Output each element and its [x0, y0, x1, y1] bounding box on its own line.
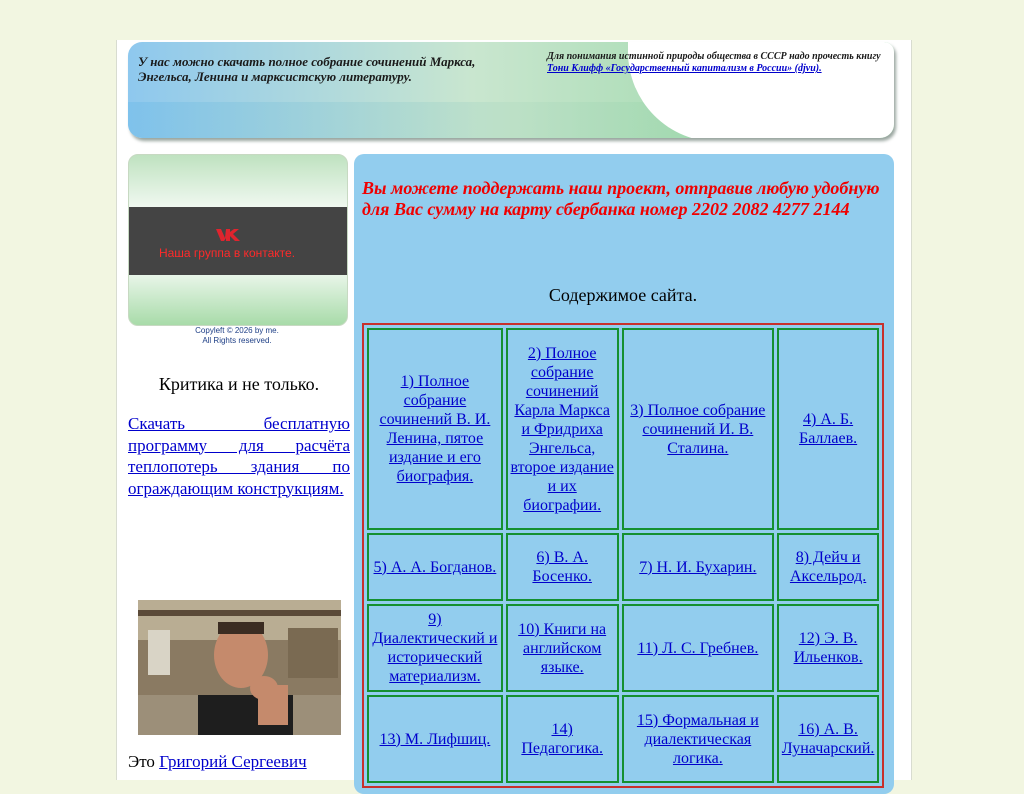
vk-logo-svg [215, 227, 241, 243]
table-cell [506, 695, 619, 783]
download-program-block [128, 413, 350, 499]
header-intro-text: У нас можно скачать полное собрание сочинений Маркса, Энгельса, Ленина и марксистскую литературу. [138, 54, 476, 84]
table-cell [367, 695, 503, 783]
header-book-note [547, 51, 897, 75]
table-cell [367, 533, 503, 601]
toc-link-lunacharsky[interactable]: 16) А. В. Луначарский. [781, 721, 875, 757]
table-cell [777, 604, 879, 692]
toc-link-lifshits[interactable]: 13) М. Лифшиц. [379, 730, 491, 748]
author-bio [128, 752, 350, 772]
toc-link-logic[interactable]: 15) Формальная и диалектическая логика. [636, 711, 759, 767]
toc-link-lenin[interactable]: 1) Полное собрание сочинений В. И. Ленина, пятое издание и его биография. [379, 373, 491, 485]
table-row [367, 695, 879, 783]
header-book-text: Для понимания истинной природы общества в СССР надо прочесть книгу [547, 51, 881, 62]
donation-message: Вы можете поддержать наш проект, отправив любую удобную для Вас сумму на карту сбербанка номер 2202 2082 4277 2144 [362, 178, 880, 219]
table-cell [506, 328, 619, 530]
designed-by: Designed by me. [818, 116, 882, 125]
copyleft-line: Copyleft © 2026 by me. [195, 326, 279, 335]
toc-link-stalin[interactable]: 3) Полное собрание сочинений И. В. Сталина. [630, 401, 766, 457]
rights-line: All Rights reserved. [202, 336, 272, 345]
toc-link-diamat[interactable]: 9) Диалектический и исторический материализм. [372, 611, 498, 685]
bio-prefix: Это [128, 752, 155, 771]
toc-link-marx-engels[interactable]: 2) Полное собрание сочинений Карла Маркса и Фридриха Энгельса, второе издание и их биографии. [510, 344, 614, 514]
vk-group-label[interactable]: Наша группа в контакте. [158, 246, 296, 260]
toc-link-ballaev[interactable]: 4) А. Б. Баллаев. [799, 411, 858, 447]
toc-link-english-books[interactable]: 10) Книги на английском языке. [518, 620, 607, 676]
table-row [367, 533, 879, 601]
table-row [367, 328, 879, 530]
table-row [367, 604, 879, 692]
toc-link-bosenko[interactable]: 6) В. А. Босенко. [532, 549, 592, 585]
toc-link-ilyenkov[interactable]: 12) Э. В. Ильенков. [793, 630, 863, 666]
table-cell [622, 604, 775, 692]
toc-link-deutsch-axelrod[interactable]: 8) Дейч и Аксельрод. [789, 549, 867, 585]
table-cell [367, 604, 503, 692]
vk-banner[interactable] [129, 207, 347, 275]
table-cell [506, 604, 619, 692]
table-cell [622, 328, 775, 530]
table-cell [777, 695, 879, 783]
download-program-link[interactable]: Скачать бесплатную программу для расчёта теплопотерь здания по ограждающим конструкциям. [128, 414, 350, 498]
toc-link-grebnev[interactable]: 11) Л. С. Гребнев. [637, 639, 759, 657]
copyleft-notice [128, 326, 346, 346]
critique-heading: Критика и не только. [158, 374, 320, 394]
table-cell [622, 695, 775, 783]
contents-table [362, 323, 884, 788]
table-cell [777, 328, 879, 530]
table-cell [622, 533, 775, 601]
vk-logo-icon[interactable] [215, 227, 241, 248]
cliff-book-link[interactable]: Тони Клифф «Государственный капитализм в России» (djvu). [547, 63, 822, 74]
author-name-link[interactable]: Григорий Сергеевич [159, 752, 307, 771]
table-cell [506, 533, 619, 601]
contents-heading: Содержимое сайта. [548, 285, 698, 305]
table-cell [777, 533, 879, 601]
toc-link-bogdanov[interactable]: 5) А. А. Богданов. [373, 558, 497, 576]
toc-link-bukharin[interactable]: 7) Н. И. Бухарин. [639, 558, 757, 576]
vk-group-widget[interactable] [128, 154, 348, 326]
table-cell [367, 328, 503, 530]
toc-link-pedagogy[interactable]: 14) Педагогика. [521, 721, 603, 757]
author-photo [138, 600, 341, 735]
